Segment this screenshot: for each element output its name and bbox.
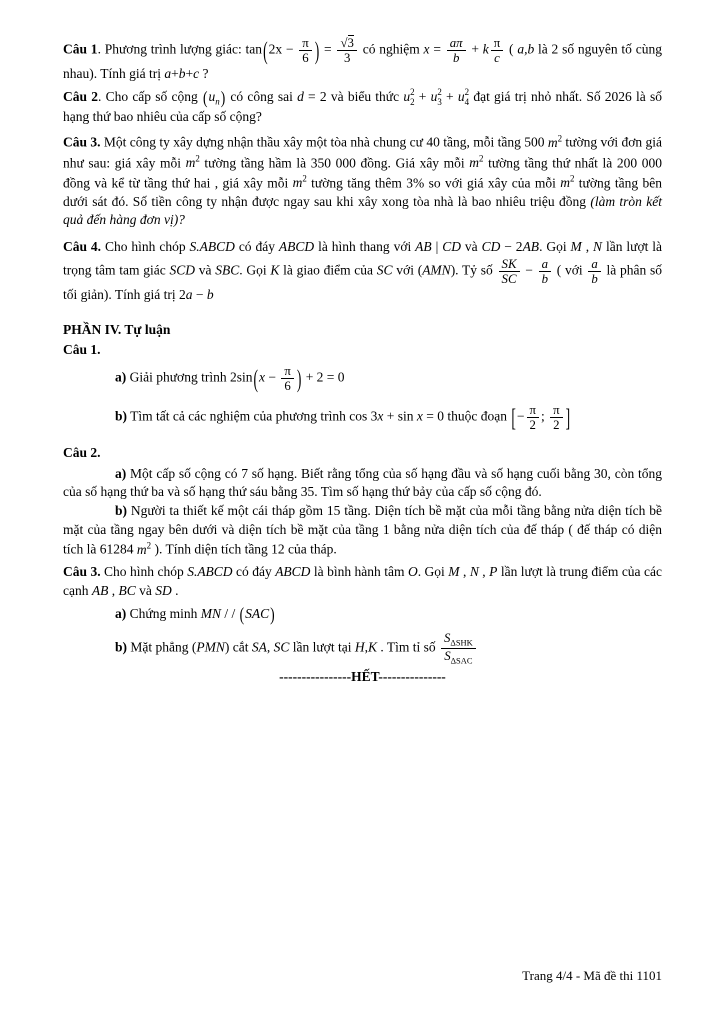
question-cau4-part3: Câu 4. Cho hình chóp S.ABCD có đáy ABCD là hình thang với AB | CD và CD − 2AB. Gọi M , N lần lượt là trọng tâm tam giác SCD và SBC. Gọi K là giao điểm của SC với (AMN). Tỷ số $\frac{SK}{SC}$ − $\frac{a}{b}$ ( với $\frac{a}{b}$ là phân số tối giản). Tính giá trị 2a − b: [63, 239, 663, 302]
part4-cau2-heading: Câu 2.: [63, 445, 101, 461]
part4-cau1-heading: Câu 1.: [63, 342, 101, 358]
question-cau3-part3: Câu 3. Một công ty xây dựng nhận thầu xây một tòa nhà chung cư 40 tầng, mỗi tầng 500 $m^2$ tường với đơn giá như sau: giá xây mỗi $m^2$ tường tầng hầm là 350 000 đồng. Giá xây mỗi $m^2$ tường tầng thứ nhất là 200 000 đồng và kể từ tầng thứ hai , giá xây mỗi $m^2$ tường tăng thêm 3% so với giá xây của mỗi $m^2$ tường tầng bên dưới sát đó. Số tiền công ty nhận được ngay sau khi xây xong tòa nhà là bao nhiêu triệu đồng (làm tròn kết quả đến hàng đơn vị)?: [63, 133, 663, 228]
part4-cau1-item-a: a) Giải phương trình 2sin(x − $\frac{\pi}{6}$ ) + 2 = 0: [115, 363, 345, 393]
part4-cau2-item-a: a) Một cấp số cộng có 7 số hạng. Biết rằng tổng của số hạng đầu và số hạng cuối bằng 30, còn tổng của số hạng thứ ba và số hạng thứ sáu bằng 35. Tìm số hạng thứ bảy của cấp số cộng đó.: [63, 465, 662, 500]
part4-heading: PHẦN IV. Tự luận: [63, 321, 171, 337]
question-cau2-part3: Câu 2. Cho cấp số cộng $(u_n)$ có công sai d = 2 và biểu thức u 2 2 + u 2 3 + u 2 4 đạt giá trị nhỏ nhất. Số 2026 là số hạng thứ bao nhiêu của cấp số cộng?: [63, 86, 662, 124]
question-cau1-part3: Câu 1. Phương trình lượng giác: tan(2x − $\frac{\pi}{6}$ ) = $\frac{√3}{3}$ có nghiệm x = $\frac{a\pi}{b}$ + k $\frac{\pi}{c}$ ( a,b là 2 số nguyên tố cùng nhau). Tính giá trị a+b+c ?: [63, 35, 662, 82]
part4-cau3-item-a: a) Chứng minh MN / / (SAC): [115, 603, 275, 625]
part4-cau3-item-b: b) Mặt phẳng (PMN) cắt SA, SC lần lượt tại H,K . Tìm tỉ số $\frac{S_{\Delta SHK}}{S_{\Delta SAC}}$: [115, 631, 662, 666]
end-marker: ----------------HẾT---------------: [279, 669, 446, 685]
part4-cau1-item-b: b) Tìm tất cả các nghiệm của phương trình cos 3x + sin x = 0 thuộc đoạn [− $\frac{\pi}{2}$ ; $\frac{\pi}{2}$ ]: [115, 402, 571, 433]
part4-cau3-paragraph: Câu 3. Cho hình chóp S.ABCD có đáy ABCD là bình hành tâm O. Gọi M , N , P lần lượt là trung điểm của các cạnh AB , BC và SD .: [63, 564, 662, 599]
part4-cau2-item-b: b) Người ta thiết kế một cái tháp gồm 15 tầng. Diện tích bề mặt của mỗi tầng bằng nửa diện tích bề mặt của tầng ngay bên dưới và diện tích bề mặt của tầng 1 bằng nửa diện tích của đế tháp ( đế tháp có diện tích là 61284 $m^2$ ). Tính diện tích tầng 12 của tháp.: [63, 503, 662, 557]
page-footer: Trang 4/4 - Mã đề thi 1101: [522, 968, 662, 983]
